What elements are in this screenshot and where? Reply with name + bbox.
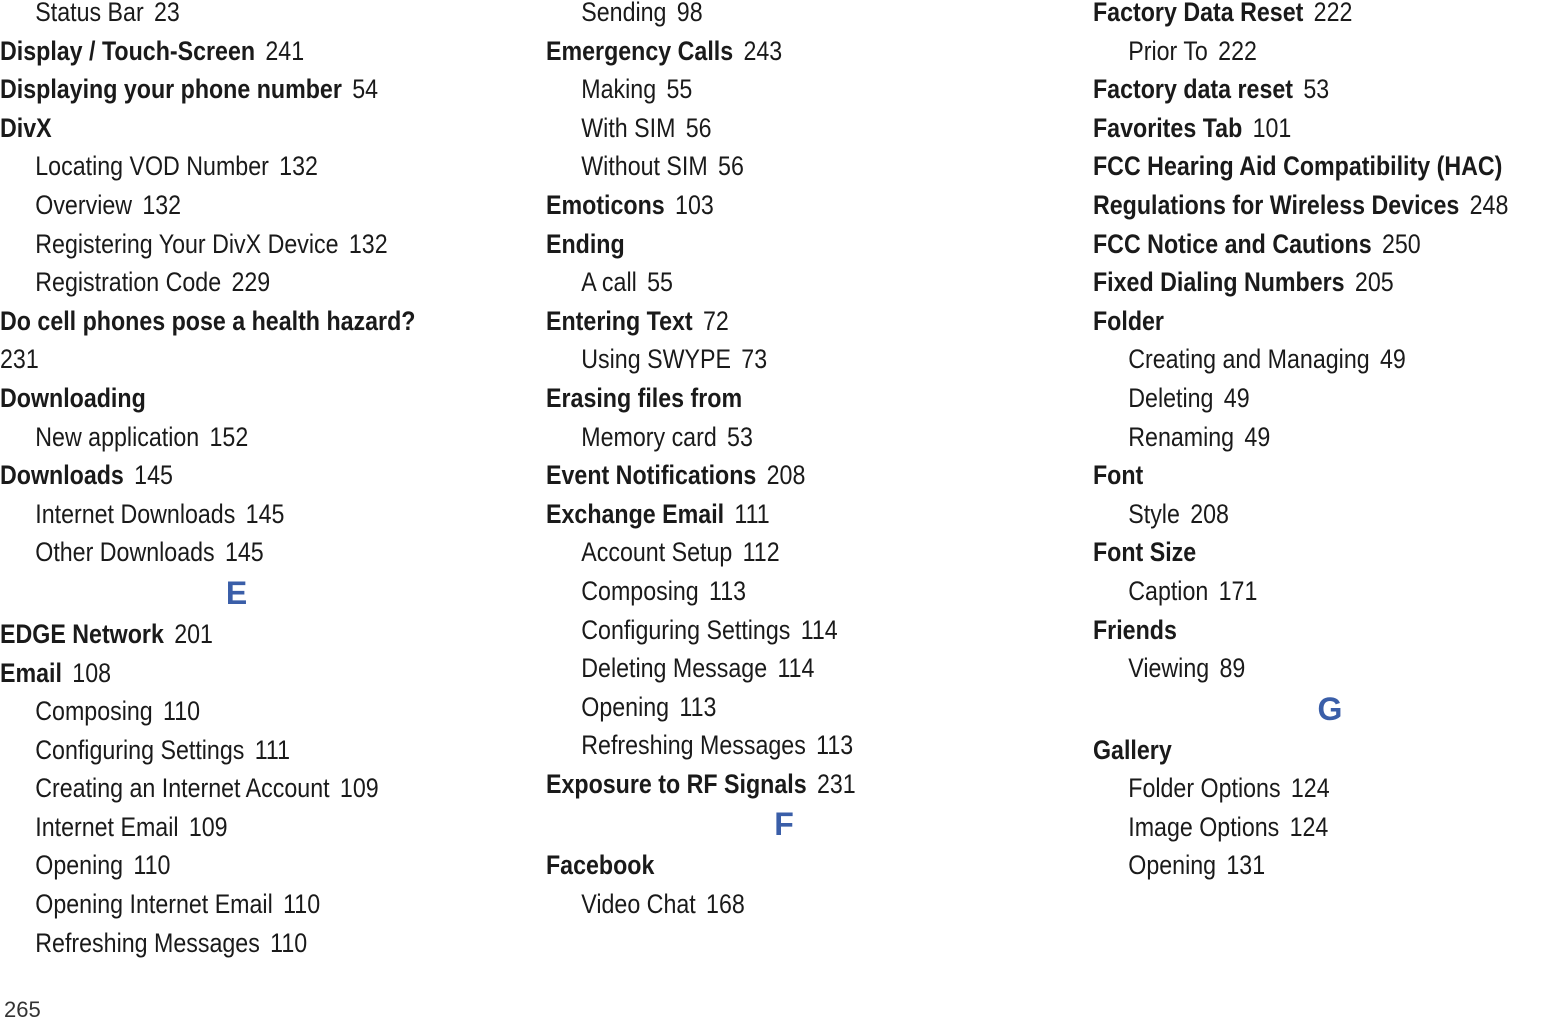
index-term: Downloading xyxy=(0,382,146,413)
index-subentry xyxy=(1093,495,1483,534)
index-term: Configuring Settings xyxy=(35,734,245,765)
index-page-ref: 132 xyxy=(348,228,388,259)
index-entry xyxy=(1093,611,1483,650)
index-entry xyxy=(1093,0,1483,32)
index-term: Emoticons xyxy=(546,189,665,220)
index-entry xyxy=(546,456,993,495)
index-entry xyxy=(546,379,993,418)
index-page-ref: 152 xyxy=(209,421,249,452)
index-page-ref: 231 xyxy=(0,344,39,375)
index-term: Sending xyxy=(581,0,667,27)
index-subentry xyxy=(546,0,993,32)
index-subentry xyxy=(0,731,447,770)
index-page-ref: 109 xyxy=(339,773,379,804)
index-column-1 xyxy=(0,0,520,962)
index-term: Event Notifications xyxy=(546,460,757,491)
index-entry xyxy=(546,186,993,225)
index-term: Registration Code xyxy=(35,267,222,298)
index-subentry xyxy=(0,769,447,808)
index-term: Display / Touch-Screen xyxy=(0,35,256,66)
index-term: Exchange Email xyxy=(546,498,725,529)
index-page-ref: 53 xyxy=(1303,74,1330,105)
index-entry xyxy=(0,456,447,495)
index-page-ref: 56 xyxy=(718,151,744,182)
index-term: Factory data reset xyxy=(1093,74,1294,105)
index-subentry xyxy=(0,924,447,963)
index-subentry xyxy=(0,0,447,32)
index-subentry xyxy=(0,533,447,572)
index-term: Fixed Dialing Numbers xyxy=(1093,267,1345,298)
index-term: Creating and Managing xyxy=(1128,344,1370,375)
index-page-ref: 241 xyxy=(265,35,305,66)
index-subentry xyxy=(546,611,993,650)
index-term: Composing xyxy=(581,575,699,606)
index-subentry xyxy=(0,147,447,186)
index-entry xyxy=(546,846,993,885)
index-page-ref: 145 xyxy=(134,460,173,491)
index-term: Exposure to RF Signals xyxy=(546,768,807,799)
index-page-ref: 243 xyxy=(743,35,783,66)
index-term: Folder Options xyxy=(1128,773,1281,804)
index-page-ref: 109 xyxy=(188,811,228,842)
index-subentry xyxy=(546,70,993,109)
index-page-ref: 101 xyxy=(1252,112,1292,143)
index-term: Refreshing Messages xyxy=(35,927,260,958)
index-entry xyxy=(1093,70,1483,109)
index-term: Image Options xyxy=(1128,811,1280,842)
index-subentry xyxy=(0,808,447,847)
index-entry xyxy=(1093,186,1509,225)
index-subentry xyxy=(1093,379,1483,418)
index-term: Favorites Tab xyxy=(1093,112,1243,143)
index-term: Gallery xyxy=(1093,734,1172,765)
index-page-ref: 113 xyxy=(709,575,747,606)
index-page-ref: 114 xyxy=(777,653,815,684)
index-subentry xyxy=(1093,418,1483,457)
index-term: Overview xyxy=(35,189,133,220)
index-page-ref: 208 xyxy=(1190,498,1229,529)
index-page-ref: 132 xyxy=(279,151,318,182)
index-term: Facebook xyxy=(546,850,655,881)
index-page-ref: 55 xyxy=(666,74,693,105)
index-term: FCC Notice and Cautions xyxy=(1093,228,1372,259)
section-letter-heading: F xyxy=(774,806,794,843)
index-subentry xyxy=(1093,649,1483,688)
index-subentry xyxy=(1093,572,1483,611)
index-term: Entering Text xyxy=(546,305,693,336)
index-term: Internet Email xyxy=(35,811,179,842)
index-term: Ending xyxy=(546,228,625,259)
index-term: Opening xyxy=(581,691,670,722)
index-page-ref: 53 xyxy=(727,421,753,452)
index-page-ref: 56 xyxy=(685,112,712,143)
index-term: Opening xyxy=(35,850,124,881)
index-page-ref: 205 xyxy=(1354,267,1394,298)
index-term: Email xyxy=(0,657,62,688)
index-term: Downloads xyxy=(0,460,124,491)
index-subentry xyxy=(1093,769,1483,808)
index-page-ref: 49 xyxy=(1244,421,1271,452)
index-page-ref: 23 xyxy=(153,0,180,27)
index-page-ref: 110 xyxy=(270,927,308,958)
index-term: Regulations for Wireless Devices xyxy=(1093,189,1460,220)
index-page-ref: 248 xyxy=(1469,189,1509,220)
index-entry xyxy=(0,302,447,379)
index-page-ref: 49 xyxy=(1379,344,1406,375)
index-term: Opening Internet Email xyxy=(35,889,273,920)
index-term: Font xyxy=(1093,460,1144,491)
index-entry xyxy=(546,765,993,804)
index-page-ref: 113 xyxy=(816,730,854,761)
index-subentry xyxy=(546,885,993,924)
index-entry xyxy=(1093,456,1483,495)
index-term: Account Setup xyxy=(581,537,733,568)
index-term: Renaming xyxy=(1128,421,1235,452)
index-page-ref: 108 xyxy=(72,657,112,688)
index-subentry xyxy=(1093,808,1483,847)
index-page-ref: 113 xyxy=(679,691,717,722)
index-subentry xyxy=(546,688,993,727)
index-term: Factory Data Reset xyxy=(1093,0,1304,27)
index-page-ref: 55 xyxy=(647,267,673,298)
index-subentry xyxy=(546,726,993,765)
index-subentry xyxy=(546,649,993,688)
index-page-ref: 131 xyxy=(1226,850,1266,881)
index-subentry xyxy=(546,109,993,148)
index-entry xyxy=(546,495,993,534)
index-page-ref: 112 xyxy=(742,537,780,568)
index-term: A call xyxy=(581,267,637,298)
index-entry xyxy=(546,302,993,341)
index-term: New application xyxy=(35,421,200,452)
index-entry xyxy=(1093,731,1483,770)
index-entry xyxy=(1093,533,1483,572)
index-term: Style xyxy=(1128,498,1180,529)
index-term: Without SIM xyxy=(581,151,708,182)
index-page-ref: 145 xyxy=(224,537,264,568)
index-term: Deleting xyxy=(1128,382,1214,413)
index-subentry xyxy=(1093,32,1483,71)
index-term: Making xyxy=(581,74,657,105)
index-entry xyxy=(1093,302,1483,341)
index-page-ref: 114 xyxy=(800,614,838,645)
index-term: Caption xyxy=(1128,575,1209,606)
index-term: Viewing xyxy=(1128,653,1210,684)
index-term: Displaying your phone number xyxy=(0,74,342,105)
index-entry xyxy=(546,225,993,264)
index-entry xyxy=(0,654,447,693)
index-subentry xyxy=(546,572,993,611)
index-page-ref: 110 xyxy=(133,850,171,881)
index-term: Other Downloads xyxy=(35,537,215,568)
index-term: Opening xyxy=(1128,850,1217,881)
index-term: FCC Hearing Aid Compatibility (HAC) xyxy=(1093,151,1503,182)
index-term: Deleting Message xyxy=(581,653,768,684)
index-term: Video Chat xyxy=(581,889,696,920)
index-term: DivX xyxy=(0,112,52,143)
index-term: Refreshing Messages xyxy=(581,730,806,761)
index-subentry xyxy=(0,263,447,302)
index-entry xyxy=(1093,109,1483,148)
index-page-ref: 250 xyxy=(1381,228,1421,259)
index-page-ref: 208 xyxy=(766,460,806,491)
index-page-ref: 231 xyxy=(816,768,856,799)
index-subentry xyxy=(0,186,447,225)
index-subentry xyxy=(0,692,447,731)
index-page-ref: 145 xyxy=(245,498,285,529)
index-page-ref: 110 xyxy=(283,889,321,920)
index-term: Emergency Calls xyxy=(546,35,734,66)
index-page-ref: 132 xyxy=(142,189,182,220)
index-page-ref: 54 xyxy=(352,74,379,105)
index-term: With SIM xyxy=(581,112,676,143)
index-term: Erasing files from xyxy=(546,382,743,413)
index-page-ref: 49 xyxy=(1223,382,1250,413)
index-term: Friends xyxy=(1093,614,1177,645)
index-column-2 xyxy=(546,0,1066,924)
index-term: Internet Downloads xyxy=(35,498,236,529)
index-page-ref: 124 xyxy=(1290,773,1330,804)
index-term: Composing xyxy=(35,696,153,727)
index-subentry xyxy=(546,340,993,379)
index-term: Do cell phones pose a health hazard? xyxy=(0,305,416,336)
section-letter-heading: E xyxy=(225,574,248,611)
index-subentry xyxy=(1093,846,1483,885)
index-term: Registering Your DivX Device xyxy=(35,228,339,259)
index-page-ref: 72 xyxy=(702,305,729,336)
index-page-ref: 201 xyxy=(174,618,213,649)
index-term: Memory card xyxy=(581,421,717,452)
index-page-ref: 111 xyxy=(734,498,770,529)
index-page-ref: 222 xyxy=(1218,35,1257,66)
section-letter-heading: G xyxy=(1317,690,1343,727)
index-page-ref: 89 xyxy=(1219,653,1246,684)
index-term: Configuring Settings xyxy=(581,614,791,645)
index-entry xyxy=(0,70,447,109)
index-subentry xyxy=(546,263,993,302)
index-term: Prior To xyxy=(1128,35,1208,66)
index-entry xyxy=(1093,147,1503,186)
index-page-ref: 73 xyxy=(741,344,768,375)
index-subentry xyxy=(0,495,447,534)
index-subentry xyxy=(546,533,993,572)
index-subentry xyxy=(0,846,447,885)
page-number: 265 xyxy=(4,997,41,1022)
index-page-ref: 103 xyxy=(675,189,714,220)
index-term: Folder xyxy=(1093,305,1164,336)
index-term: Font Size xyxy=(1093,537,1197,568)
index-term: Using SWYPE xyxy=(581,344,731,375)
index-page-ref: 110 xyxy=(163,696,201,727)
index-page-ref: 229 xyxy=(231,267,271,298)
index-entry xyxy=(0,32,447,71)
index-subentry xyxy=(0,885,447,924)
index-entry xyxy=(0,615,447,654)
index-page-ref: 124 xyxy=(1289,811,1329,842)
index-subentry xyxy=(546,147,993,186)
index-entry xyxy=(546,32,993,71)
index-page-ref: 168 xyxy=(706,889,745,920)
index-page-ref: 98 xyxy=(676,0,703,27)
index-subentry xyxy=(0,418,447,457)
index-subentry xyxy=(0,225,447,264)
index-page-ref: 222 xyxy=(1313,0,1353,27)
index-entry xyxy=(1093,225,1483,264)
index-subentry xyxy=(546,418,993,457)
index-term: Status Bar xyxy=(35,0,144,27)
index-term: Locating VOD Number xyxy=(35,151,269,182)
index-term: Creating an Internet Account xyxy=(35,773,330,804)
index-column-3 xyxy=(1093,0,1546,885)
index-page-ref: 111 xyxy=(254,734,290,765)
index-entry xyxy=(0,109,447,148)
index-term: EDGE Network xyxy=(0,618,164,649)
index-entry xyxy=(1093,263,1483,302)
index-subentry xyxy=(1093,340,1483,379)
index-entry xyxy=(0,379,447,418)
index-page-ref: 171 xyxy=(1218,575,1258,606)
